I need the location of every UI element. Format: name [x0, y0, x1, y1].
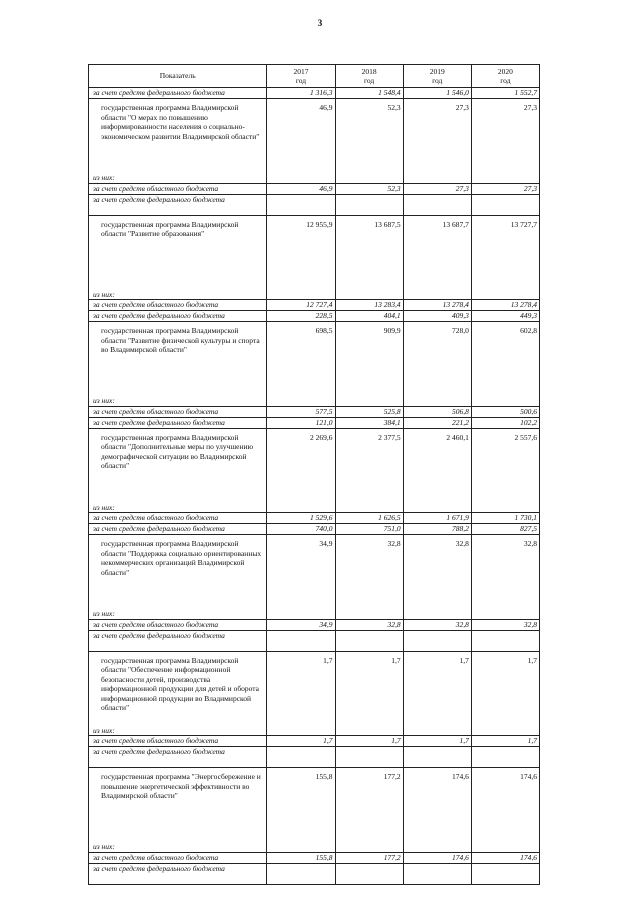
value-cell-2020	[471, 863, 539, 884]
value-cell-2018: 909,9	[335, 322, 403, 397]
value-cell-2018: 52,3	[335, 183, 403, 194]
value-cell-2018: 1 548,4	[335, 88, 403, 99]
value-cell-2020	[471, 726, 539, 736]
value-cell-2019	[403, 842, 471, 852]
row-label: из них:	[89, 290, 267, 300]
value-cell-2017	[267, 290, 335, 300]
value-cell-2017: 12 955,9	[267, 215, 335, 290]
value-cell-2017	[267, 863, 335, 884]
value-cell-2017: 228,5	[267, 311, 335, 322]
of-which-row	[89, 396, 540, 406]
value-cell-2019: 1,7	[403, 651, 471, 726]
value-cell-2018: 32,8	[335, 535, 403, 610]
value-cell-2018: 525,8	[335, 406, 403, 417]
value-cell-2018: 1,7	[335, 651, 403, 726]
value-cell-2019: 506,8	[403, 406, 471, 417]
table-header-row	[89, 65, 540, 88]
value-cell-2017: 1,7	[267, 736, 335, 747]
program-row	[89, 99, 540, 174]
value-cell-2018: 1,7	[335, 736, 403, 747]
value-cell-2019	[403, 194, 471, 215]
value-cell-2017: 740,0	[267, 524, 335, 535]
value-cell-2020	[471, 747, 539, 768]
value-cell-2020	[471, 842, 539, 852]
value-cell-2020: 1,7	[471, 736, 539, 747]
value-cell-2020: 174,6	[471, 768, 539, 843]
funding-source-row	[89, 524, 540, 535]
value-cell-2017	[267, 726, 335, 736]
value-cell-2017: 1 529,6	[267, 513, 335, 524]
value-cell-2019	[403, 630, 471, 651]
funding-source-row	[89, 311, 540, 322]
value-cell-2019: 1 671,9	[403, 513, 471, 524]
value-cell-2020	[471, 609, 539, 619]
row-label: за счет средств федерального бюджета	[89, 630, 267, 651]
value-cell-2017	[267, 842, 335, 852]
value-cell-2020	[471, 173, 539, 183]
row-label: из них:	[89, 503, 267, 513]
value-cell-2020: 602,8	[471, 322, 539, 397]
value-cell-2017: 12 727,4	[267, 300, 335, 311]
table-body	[89, 88, 540, 885]
value-cell-2019	[403, 173, 471, 183]
of-which-row	[89, 726, 540, 736]
value-cell-2020	[471, 503, 539, 513]
row-label: за счет средств областного бюджета	[89, 406, 267, 417]
of-which-row	[89, 842, 540, 852]
row-label: за счет средств областного бюджета	[89, 300, 267, 311]
value-cell-2019	[403, 396, 471, 406]
of-which-row	[89, 290, 540, 300]
funding-source-row	[89, 619, 540, 630]
value-cell-2020: 13 278,4	[471, 300, 539, 311]
value-cell-2017	[267, 630, 335, 651]
value-cell-2017: 121,0	[267, 417, 335, 428]
page-number: 3	[317, 18, 323, 28]
row-label: государственная программа Владимирской области "Обеспечение информационной безопасности детей, производства информационной продукции для детей и оборота информационной продукции во Владимирской области"	[89, 651, 267, 726]
value-cell-2018	[335, 396, 403, 406]
value-cell-2020	[471, 396, 539, 406]
value-cell-2018: 52,3	[335, 99, 403, 174]
value-cell-2018	[335, 747, 403, 768]
funding-source-row	[89, 736, 540, 747]
value-cell-2017	[267, 503, 335, 513]
funding-source-row	[89, 417, 540, 428]
value-cell-2017: 698,5	[267, 322, 335, 397]
value-cell-2018: 177,2	[335, 768, 403, 843]
row-label: за счет средств федерального бюджета	[89, 524, 267, 535]
row-label: за счет средств областного бюджета	[89, 736, 267, 747]
value-cell-2018	[335, 842, 403, 852]
header-indicator: Показатель	[89, 65, 267, 88]
value-cell-2018	[335, 863, 403, 884]
value-cell-2019: 221,2	[403, 417, 471, 428]
value-cell-2020: 827,5	[471, 524, 539, 535]
funding-source-row	[89, 194, 540, 215]
row-label: из них:	[89, 173, 267, 183]
value-cell-2019: 32,8	[403, 619, 471, 630]
funding-source-row	[89, 513, 540, 524]
budget-table	[88, 64, 540, 885]
value-cell-2020: 27,3	[471, 99, 539, 174]
value-cell-2018	[335, 173, 403, 183]
funding-source-row	[89, 406, 540, 417]
value-cell-2020: 1 730,1	[471, 513, 539, 524]
value-cell-2018	[335, 726, 403, 736]
value-cell-2018: 13 687,5	[335, 215, 403, 290]
value-cell-2019: 1,7	[403, 736, 471, 747]
value-cell-2017	[267, 194, 335, 215]
row-label: за счет средств областного бюджета	[89, 852, 267, 863]
value-cell-2017: 34,9	[267, 535, 335, 610]
value-cell-2018: 1 626,5	[335, 513, 403, 524]
program-row	[89, 651, 540, 726]
row-label: за счет средств федерального бюджета	[89, 863, 267, 884]
value-cell-2019: 728,0	[403, 322, 471, 397]
value-cell-2017: 155,8	[267, 768, 335, 843]
value-cell-2018: 751,0	[335, 524, 403, 535]
of-which-row	[89, 173, 540, 183]
header-year-2020: 2020 год	[471, 65, 539, 88]
value-cell-2019	[403, 503, 471, 513]
value-cell-2018: 2 377,5	[335, 428, 403, 503]
value-cell-2020: 32,8	[471, 619, 539, 630]
value-cell-2019: 27,3	[403, 99, 471, 174]
row-label: за счет средств федерального бюджета	[89, 417, 267, 428]
value-cell-2018	[335, 290, 403, 300]
value-cell-2019: 13 687,7	[403, 215, 471, 290]
row-label: за счет средств федерального бюджета	[89, 747, 267, 768]
row-label: из них:	[89, 726, 267, 736]
value-cell-2020	[471, 290, 539, 300]
row-label: из них:	[89, 396, 267, 406]
value-cell-2019: 409,3	[403, 311, 471, 322]
row-label: государственная программа Владимирской области "Развитие образования"	[89, 215, 267, 290]
funding-source-row	[89, 852, 540, 863]
row-label: государственная программа Владимирской области "О мерах по повышению информированности населения о социально-экономическом развитии Владимирской области"	[89, 99, 267, 174]
value-cell-2017: 155,8	[267, 852, 335, 863]
value-cell-2018: 13 283,4	[335, 300, 403, 311]
value-cell-2017	[267, 396, 335, 406]
row-label: из них:	[89, 842, 267, 852]
value-cell-2020: 27,3	[471, 183, 539, 194]
program-row	[89, 322, 540, 397]
value-cell-2020: 32,8	[471, 535, 539, 610]
value-cell-2019	[403, 726, 471, 736]
value-cell-2020: 2 557,6	[471, 428, 539, 503]
funding-source-row	[89, 630, 540, 651]
row-label: из них:	[89, 609, 267, 619]
header-year-2018: 2018 год	[335, 65, 403, 88]
value-cell-2019: 174,6	[403, 768, 471, 843]
value-cell-2019	[403, 609, 471, 619]
value-cell-2017	[267, 609, 335, 619]
value-cell-2019	[403, 747, 471, 768]
funding-source-row	[89, 300, 540, 311]
of-which-row	[89, 609, 540, 619]
value-cell-2018: 404,1	[335, 311, 403, 322]
program-row	[89, 535, 540, 610]
row-label: за счет средств федерального бюджета	[89, 311, 267, 322]
value-cell-2018: 384,1	[335, 417, 403, 428]
row-label: за счет средств областного бюджета	[89, 513, 267, 524]
value-cell-2018: 177,2	[335, 852, 403, 863]
value-cell-2017: 1 316,3	[267, 88, 335, 99]
header-year-2017: 2017 год	[267, 65, 335, 88]
value-cell-2018	[335, 630, 403, 651]
value-cell-2020: 174,6	[471, 852, 539, 863]
value-cell-2017: 46,9	[267, 99, 335, 174]
value-cell-2018	[335, 194, 403, 215]
value-cell-2020: 102,2	[471, 417, 539, 428]
value-cell-2020: 1 552,7	[471, 88, 539, 99]
row-label: за счет средств областного бюджета	[89, 183, 267, 194]
header-year-2019: 2019 год	[403, 65, 471, 88]
value-cell-2019: 174,6	[403, 852, 471, 863]
value-cell-2017	[267, 747, 335, 768]
value-cell-2019: 2 460,1	[403, 428, 471, 503]
value-cell-2019	[403, 290, 471, 300]
value-cell-2017: 2 269,6	[267, 428, 335, 503]
value-cell-2017: 34,9	[267, 619, 335, 630]
value-cell-2020	[471, 630, 539, 651]
value-cell-2017: 1,7	[267, 651, 335, 726]
value-cell-2020: 13 727,7	[471, 215, 539, 290]
row-label: государственная программа Владимирской области "Дополнительные меры по улучшению демографической ситуации во Владимирской области"	[89, 428, 267, 503]
row-label: государственная программа Владимирской области "Поддержка социально ориентированных некоммерческих организаций Владимирской области"	[89, 535, 267, 610]
value-cell-2017: 46,9	[267, 183, 335, 194]
value-cell-2020	[471, 194, 539, 215]
program-row	[89, 768, 540, 843]
value-cell-2019: 32,8	[403, 535, 471, 610]
value-cell-2020: 500,6	[471, 406, 539, 417]
program-row	[89, 215, 540, 290]
value-cell-2019: 13 278,4	[403, 300, 471, 311]
of-which-row	[89, 503, 540, 513]
value-cell-2018: 32,8	[335, 619, 403, 630]
program-row	[89, 428, 540, 503]
value-cell-2020: 449,3	[471, 311, 539, 322]
value-cell-2019: 27,3	[403, 183, 471, 194]
funding-source-row	[89, 88, 540, 99]
value-cell-2017	[267, 173, 335, 183]
value-cell-2018	[335, 503, 403, 513]
value-cell-2018	[335, 609, 403, 619]
funding-source-row	[89, 863, 540, 884]
row-label: за счет средств федерального бюджета	[89, 194, 267, 215]
value-cell-2017: 577,5	[267, 406, 335, 417]
row-label: за счет средств областного бюджета	[89, 619, 267, 630]
value-cell-2019: 788,2	[403, 524, 471, 535]
value-cell-2020: 1,7	[471, 651, 539, 726]
row-label: государственная программа Владимирской области "Развитие физической культуры и спорта во Владимирской области"	[89, 322, 267, 397]
value-cell-2019	[403, 863, 471, 884]
funding-source-row	[89, 747, 540, 768]
row-label: за счет средств федерального бюджета	[89, 88, 267, 99]
value-cell-2019: 1 546,0	[403, 88, 471, 99]
funding-source-row	[89, 183, 540, 194]
row-label: государственная программа "Энергосбережение и повышение энергетической эффективности во Владимирской области"	[89, 768, 267, 843]
